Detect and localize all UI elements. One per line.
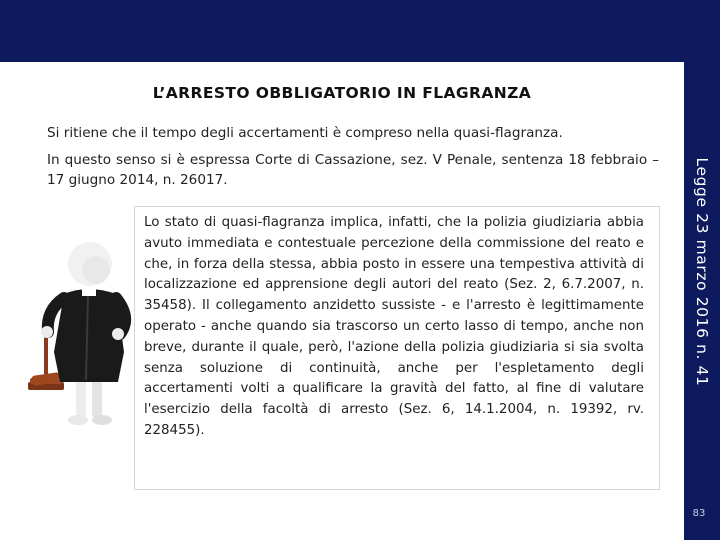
page-number: 83 xyxy=(692,508,706,519)
left-hand xyxy=(41,326,53,338)
side-label: Legge 23 marzo 2016 n. 41 xyxy=(693,157,711,387)
judge-with-gavel-figure xyxy=(20,232,140,432)
slide-title: L’ARRESTO OBBLIGATORIO IN FLAGRANZA xyxy=(152,84,532,102)
quote-text: Lo stato di quasi-flagranza implica, infatti, che la polizia giudiziaria abbia avuto immediata e contestuale percezione della commissione del reato e che, in forza della stessa, abbia posto in essere una tempestiva attività di localizzazione ed apprensione degli autori del reato (Sez. 2, 6.7.2007, n. 35458). Il collegamento anzidetto sussiste - e l'arresto è legittimamente operato - anche quando sia trascorso un certo lasso di tempo, anche non breve, durante il quale, però, l'azione della polizia giudiziaria si sia svolta senza soluzione di continuità, anche per l'espletamento degli accertamenti volti a qualificare la gravità del fatto, al fine di valutare l'esercizio della facoltà di arresto (Sez. 6, 14.1.2004, n. 19392, rv. 228455). xyxy=(144,215,644,438)
right-hand xyxy=(112,328,124,340)
collar xyxy=(82,288,96,296)
right-foot xyxy=(92,415,112,425)
citation-paragraph: In questo senso si è espressa Corte di Cassazione, sez. V Penale, sentenza 18 febbraio – 17 giugno 2014, n. 26017. xyxy=(47,152,659,188)
intro-paragraph: Si ritiene che il tempo degli accertamenti è compreso nella quasi-flagranza. xyxy=(47,125,563,141)
top-banner xyxy=(0,0,720,62)
left-foot xyxy=(68,415,88,425)
head-shade xyxy=(82,256,110,284)
